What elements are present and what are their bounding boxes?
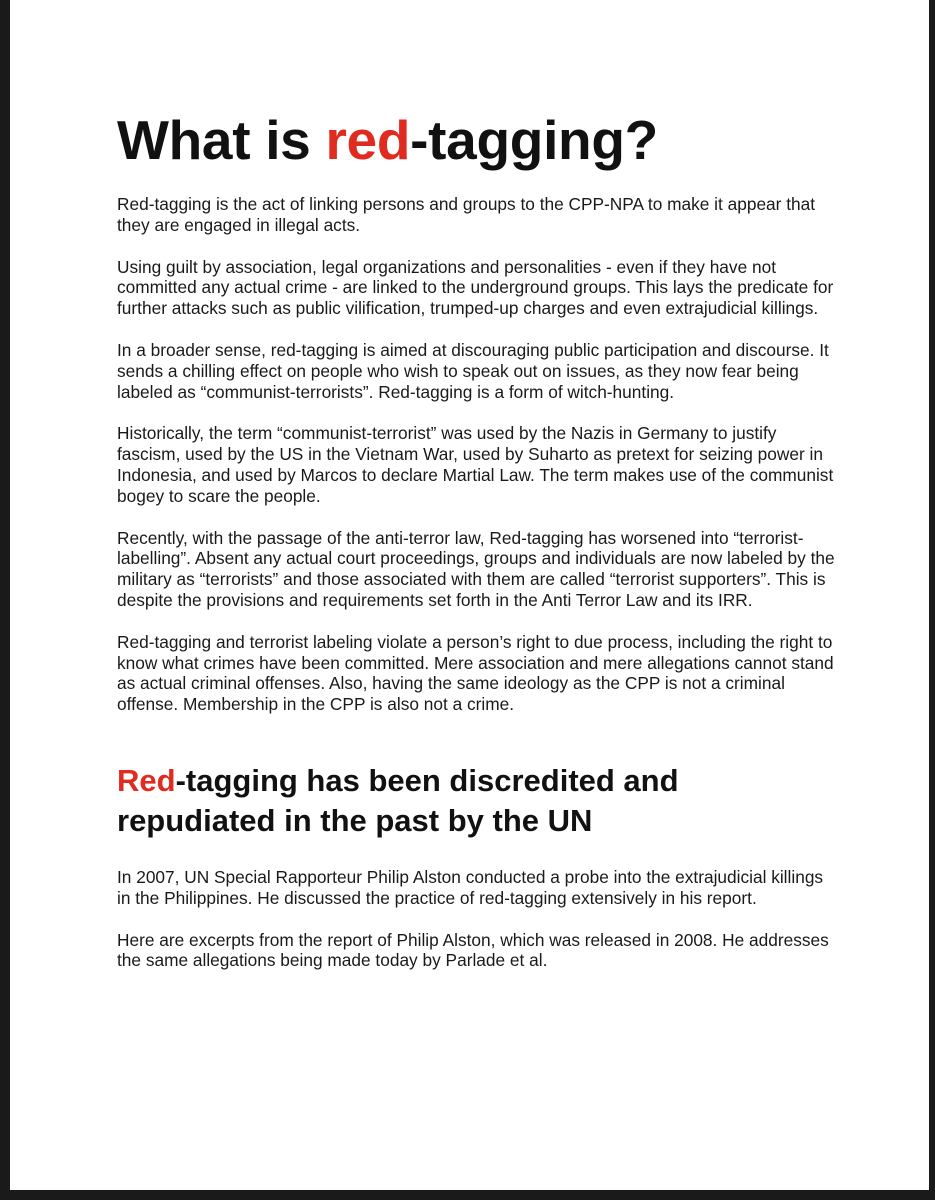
paragraph-alston-probe: In 2007, UN Special Rapporteur Philip Alston conducted a probe into the extrajudicial killings in the Philippines. He discussed the practice of red-tagging extensively in his report. [117,866,824,908]
title-suffix: -tagging? [410,109,658,171]
document-page [10,0,929,1190]
page-title [117,106,837,174]
title-highlight: red [325,109,411,171]
paragraph-alston-excerpts: Here are excerpts from the report of Philip Alston, which was released in 2008. He addresses the same allegations being made today by Parlade et al. [117,929,829,971]
section-2-heading-highlight: Red [117,762,176,798]
paragraph-guilt-by-association: Using guilt by association, legal organizations and personalities - even if they have not committed any actual crime - are linked to the underground groups. This lays the predicate for further attacks such as public vilification, trumped-up charges and even extrajudicial killings. [117,256,834,319]
paragraph-due-process: Red-tagging and terrorist labeling violate a person’s right to due process, including the right to know what crimes have been committed. Mere association and mere allegations cannot stand as actual criminal offenses. Also, having the same ideology as the CPP is not a criminal offense. Membership in the CPP is also not a crime. [117,631,834,715]
paragraph-history: Historically, the term “communist-terrorist” was used by the Nazis in Germany to justify fascism, used by the US in the Vietnam War, used by Suharto as pretext for seizing power in Indonesia, and used by Marcos to declare Martial Law. The term makes use of the communist bogey to scare the people. [117,423,834,506]
paragraph-definition: Red-tagging is the act of linking persons and groups to the CPP-NPA to make it appear that they are engaged in illegal acts. [117,194,816,235]
paragraph-broader-sense: In a broader sense, red-tagging is aimed at discouraging public participation and discourse. It sends a chilling effect on people who wish to speak out on issues, as they now fear being labeled as “communist-terrorists”. Red-tagging is a form of witch-hunting. [117,339,829,402]
section-2-heading-rest: -tagging has been discredited and repudiated in the past by the UN [117,762,679,838]
section-2-heading [117,761,837,841]
title-prefix: What is [117,109,326,171]
paragraph-anti-terror-law: Recently, with the passage of the anti-terror law, Red-tagging has worsened into “terrorist-labelling”. Absent any actual court proceedings, groups and individuals are now labeled by the military as “terrorists” and those associated with them are called “terrorist supporters”. This is despite the provisions and requirements set forth in the Anti Terror Law and its IRR. [117,527,835,610]
section-2 [117,761,837,971]
document-content [117,106,837,971]
